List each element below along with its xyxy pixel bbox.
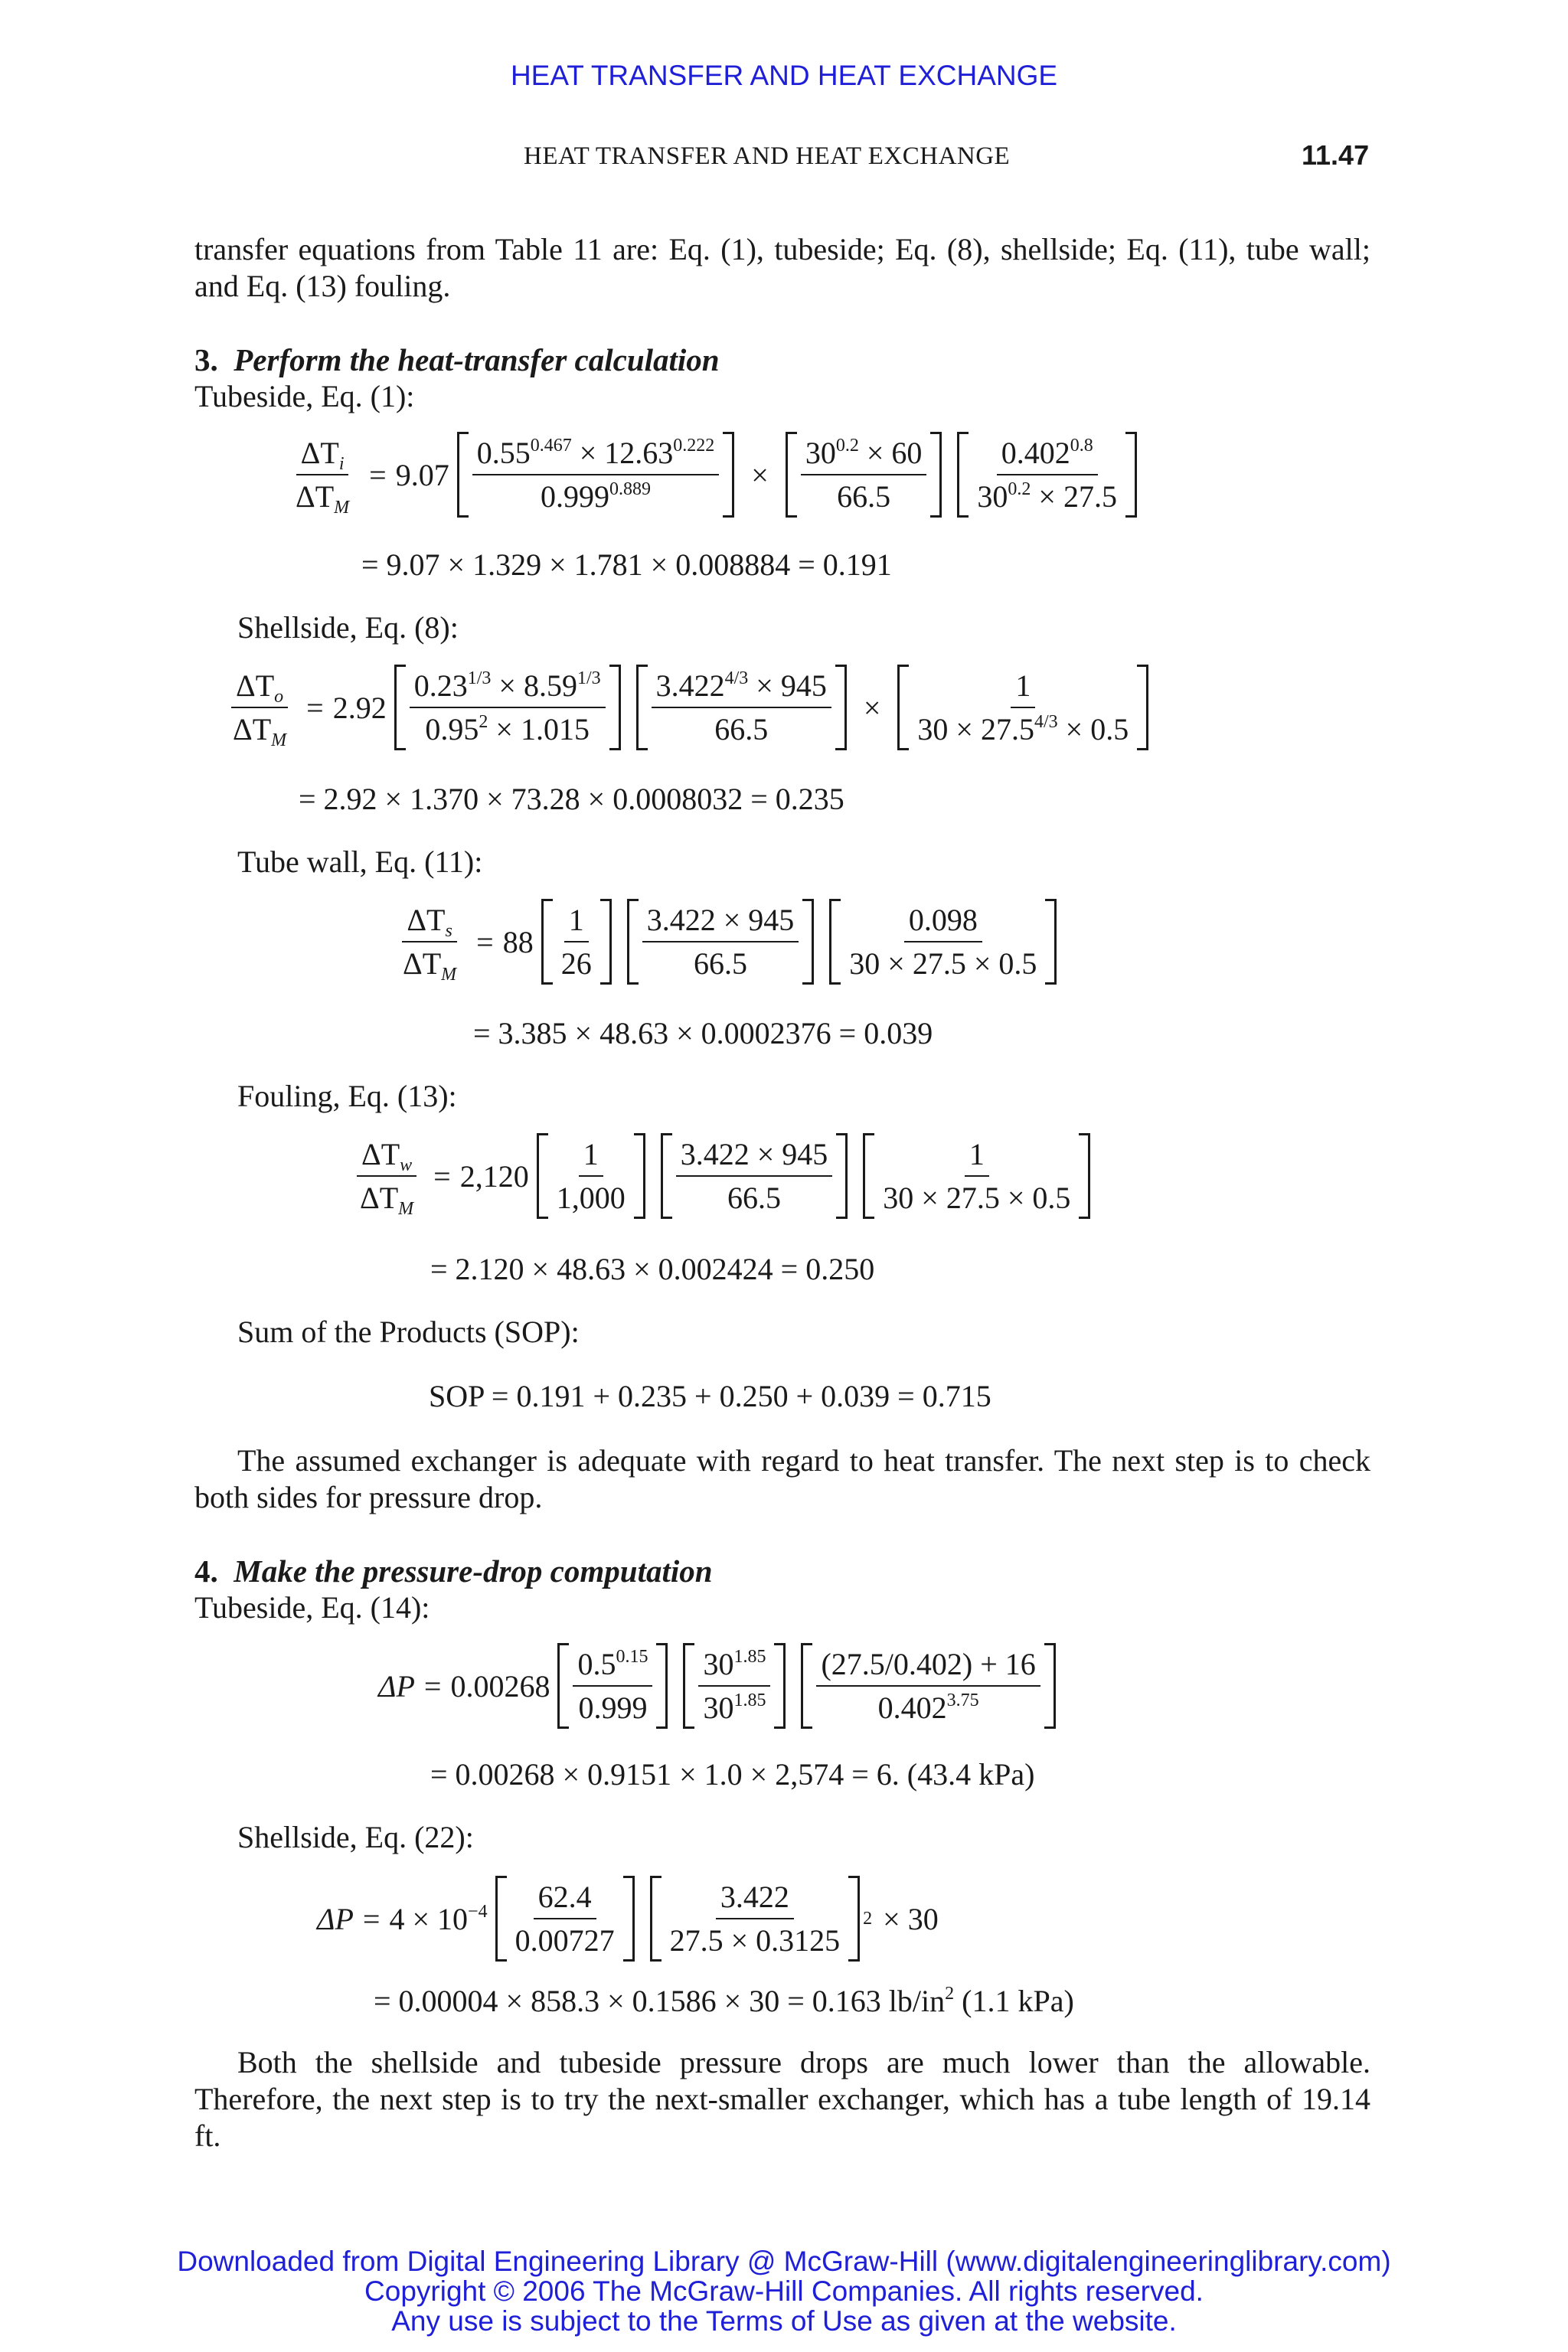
- footer-download-line[interactable]: Downloaded from Digital Engineering Library @ McGraw-Hill (www.digitalengineeringlibrary.com): [177, 2246, 1391, 2277]
- tubewall-label: Tube wall, Eq. (11):: [237, 844, 483, 879]
- fouling-label: Fouling, Eq. (13):: [237, 1079, 457, 1113]
- bracket-term-3: $\frac{1}{30 \times 27.5^{4/3} \times 0.5}$: [897, 668, 1148, 747]
- page-number: 11.47: [1302, 139, 1370, 171]
- shellside-result: = 2.92 × 1.370 × 73.28 × 0.0008032 = 0.235: [299, 782, 844, 816]
- tubeside-label: Tubeside, Eq. (1):: [194, 379, 415, 413]
- sop-label: Sum of the Products (SOP):: [237, 1315, 580, 1349]
- shellside-equation: $\frac{\Delta T_o}{\Delta T_M}$ = 2.92 $\frac{0.23^{1/3} \times 8.59^{1/3}}{0.95^2 \times 1.015}$ $\frac{3.422^{4/3} \times 945}{66.5}$ × $\frac{1}{30 \times 27.5^{4/3} \times 0.5}$: [222, 668, 1156, 747]
- ratio-dts-dtm: $\frac{\Delta T_s}{\Delta T_M}$: [403, 903, 457, 985]
- tubewall-coefficient: 88: [502, 924, 534, 959]
- bracket-term-1: $\frac{1}{26}$: [541, 902, 612, 982]
- running-head: HEAT TRANSFER AND HEAT EXCHANGE: [524, 142, 1011, 170]
- fouling-result: = 2.120 × 48.63 × 0.002424 = 0.250: [430, 1252, 875, 1286]
- ratio-dti-dtm: $\frac{\Delta T_i}{\Delta T_M}$: [296, 436, 350, 518]
- dp-shellside-equation: ΔP = $4 \times 10^{-4}$ $\frac{62.4}{0.00727}$ $\frac{3.422}{27.5 \times 0.3125}$ 2 × 30: [317, 1880, 939, 1958]
- bracket-term-1: $\frac{1}{1,000}$: [537, 1136, 645, 1216]
- sop-equation: SOP = 0.191 + 0.235 + 0.250 + 0.039 = 0.715: [429, 1379, 991, 1413]
- tubeside-coefficient: 9.07: [395, 457, 449, 492]
- tubewall-result: = 3.385 × 48.63 × 0.0002376 = 0.039: [473, 1016, 933, 1050]
- bracket-term-2: $\frac{3.422^{4/3} \times 945}{66.5}$: [636, 668, 847, 747]
- paragraph-conclusion: Both the shellside and tubeside pressure drops are much lower than the allowable. Therefore, the next step is to try the next-smaller exchanger, which has a tube length of 19.14 ft.: [194, 2045, 1370, 2153]
- step-4-heading: [194, 1553, 713, 1589]
- dp-shellside-coefficient: $4 \times 10^{-4}$: [389, 1901, 488, 1936]
- dp-shellside-label: Shellside, Eq. (22):: [237, 1820, 474, 1854]
- fouling-coefficient: 2,120: [459, 1158, 529, 1194]
- footer-terms-line[interactable]: Any use is subject to the Terms of Use as given at the website.: [391, 2305, 1177, 2337]
- shellside-coefficient: 2.92: [332, 690, 387, 725]
- step-title: Make the pressure-drop computation: [234, 1553, 713, 1589]
- bracket-term-2: $\frac{30^{1.85}}{30^{1.85}}$: [683, 1646, 786, 1726]
- download-banner-title: HEAT TRANSFER AND HEAT EXCHANGE: [510, 60, 1058, 91]
- tubeside-result: = 9.07 × 1.329 × 1.781 × 0.008884 = 0.191: [361, 547, 892, 582]
- bracket-term-3: $\frac{1}{30 \times 27.5 \times 0.5}$: [863, 1136, 1090, 1216]
- delta-p-symbol: ΔP: [317, 1901, 354, 1936]
- dp-tubeside-label: Tubeside, Eq. (14):: [194, 1590, 430, 1625]
- shellside-label: Shellside, Eq. (8):: [237, 610, 459, 645]
- dp-tubeside-coefficient: 0.00268: [450, 1668, 550, 1704]
- footer-copyright-line: Copyright © 2006 The McGraw-Hill Companies. All rights reserved.: [364, 2275, 1204, 2307]
- ratio-dtw-dtm: $\frac{\Delta T_w}{\Delta T_M}$: [355, 1136, 418, 1216]
- step-number: 3.: [194, 342, 218, 377]
- step-title: Perform the heat-transfer calculation: [234, 342, 720, 377]
- multiplier: × 30: [883, 1901, 939, 1936]
- bracket-term-2: $\frac{3.422 \times 945}{66.5}$: [661, 1136, 848, 1216]
- bracket-term-3: $\frac{0.098}{30 \times 27.5 \times 0.5}$: [829, 902, 1057, 982]
- tubeside-equation: $\frac{\Delta T_i}{\Delta T_M}$ = 9.07 $\frac{0.55^{0.467} \times 12.63^{0.222}}{0.999^{0.889}}$ × $\frac{30^{0.2} \times 60}{66.5}$ $\frac{0.402^{0.8}}{30^{0.2} \times 27.5}$: [285, 435, 1145, 514]
- bracket-term-2: $\frac{3.422}{27.5 \times 0.3125}$: [650, 1879, 861, 1958]
- ratio-dto-dtm: $\frac{\Delta T_o}{\Delta T_M}$: [233, 668, 287, 750]
- step-3-heading: [194, 341, 720, 378]
- bracket-term-1: $\frac{0.5^{0.15}}{0.999}$: [557, 1646, 668, 1726]
- dp-tubeside-equation: ΔP = 0.00268 $\frac{0.5^{0.15}}{0.999}$ $\frac{30^{1.85}}{30^{1.85}}$ $\frac{(27.5/0.402) + 16}{0.402^{3.75}}$: [378, 1646, 1063, 1726]
- dp-shellside-result: = 0.00004 × 858.3 × 0.1586 × 30 = 0.163 $lb/in^2$ (1.1 kPa): [374, 1984, 1074, 2018]
- bracket-term-1: $\frac{0.55^{0.467} \times 12.63^{0.222}}{0.999^{0.889}}$: [457, 435, 735, 514]
- intro-paragraph: transfer equations from Table 11 are: Eq. (1), tubeside; Eq. (8), shellside; Eq. (11), tube wall; and Eq. (13) fouling.: [194, 232, 1370, 303]
- bracket-term-1: $\frac{62.4}{0.00727}$: [495, 1879, 635, 1958]
- delta-p-symbol: ΔP: [378, 1668, 415, 1704]
- fouling-equation: $\frac{\Delta T_w}{\Delta T_M}$ = 2,120 $\frac{1}{1,000}$ $\frac{3.422 \times 945}{66.5}$ $\frac{1}{30 \times 27.5 \times 0.5}$: [349, 1136, 1098, 1216]
- bracket-term-2: $\frac{30^{0.2} \times 60}{66.5}$: [786, 435, 942, 514]
- dp-tubeside-result: = 0.00268 × 0.9151 × 1.0 × 2,574 = 6. (43.4 kPa): [430, 1757, 1035, 1792]
- paragraph-adequate: The assumed exchanger is adequate with regard to heat transfer. The next step is to check both sides for pressure drop.: [194, 1443, 1370, 1514]
- bracket-term-3: $\frac{0.402^{0.8}}{30^{0.2} \times 27.5}$: [957, 435, 1137, 514]
- bracket-term-3: $\frac{(27.5/0.402) + 16}{0.402^{3.75}}$: [801, 1646, 1055, 1726]
- bracket-term-1: $\frac{0.23^{1/3} \times 8.59^{1/3}}{0.95^2 \times 1.015}$: [394, 668, 621, 747]
- bracket-term-2: $\frac{3.422 \times 945}{66.5}$: [627, 902, 815, 982]
- tubewall-equation: $\frac{\Delta T_s}{\Delta T_M}$ = 88 $\frac{1}{26}$ $\frac{3.422 \times 945}{66.5}$ $\frac{0.098}{30 \times 27.5 \times 0.5}$: [392, 902, 1064, 982]
- step-number: 4.: [194, 1553, 218, 1589]
